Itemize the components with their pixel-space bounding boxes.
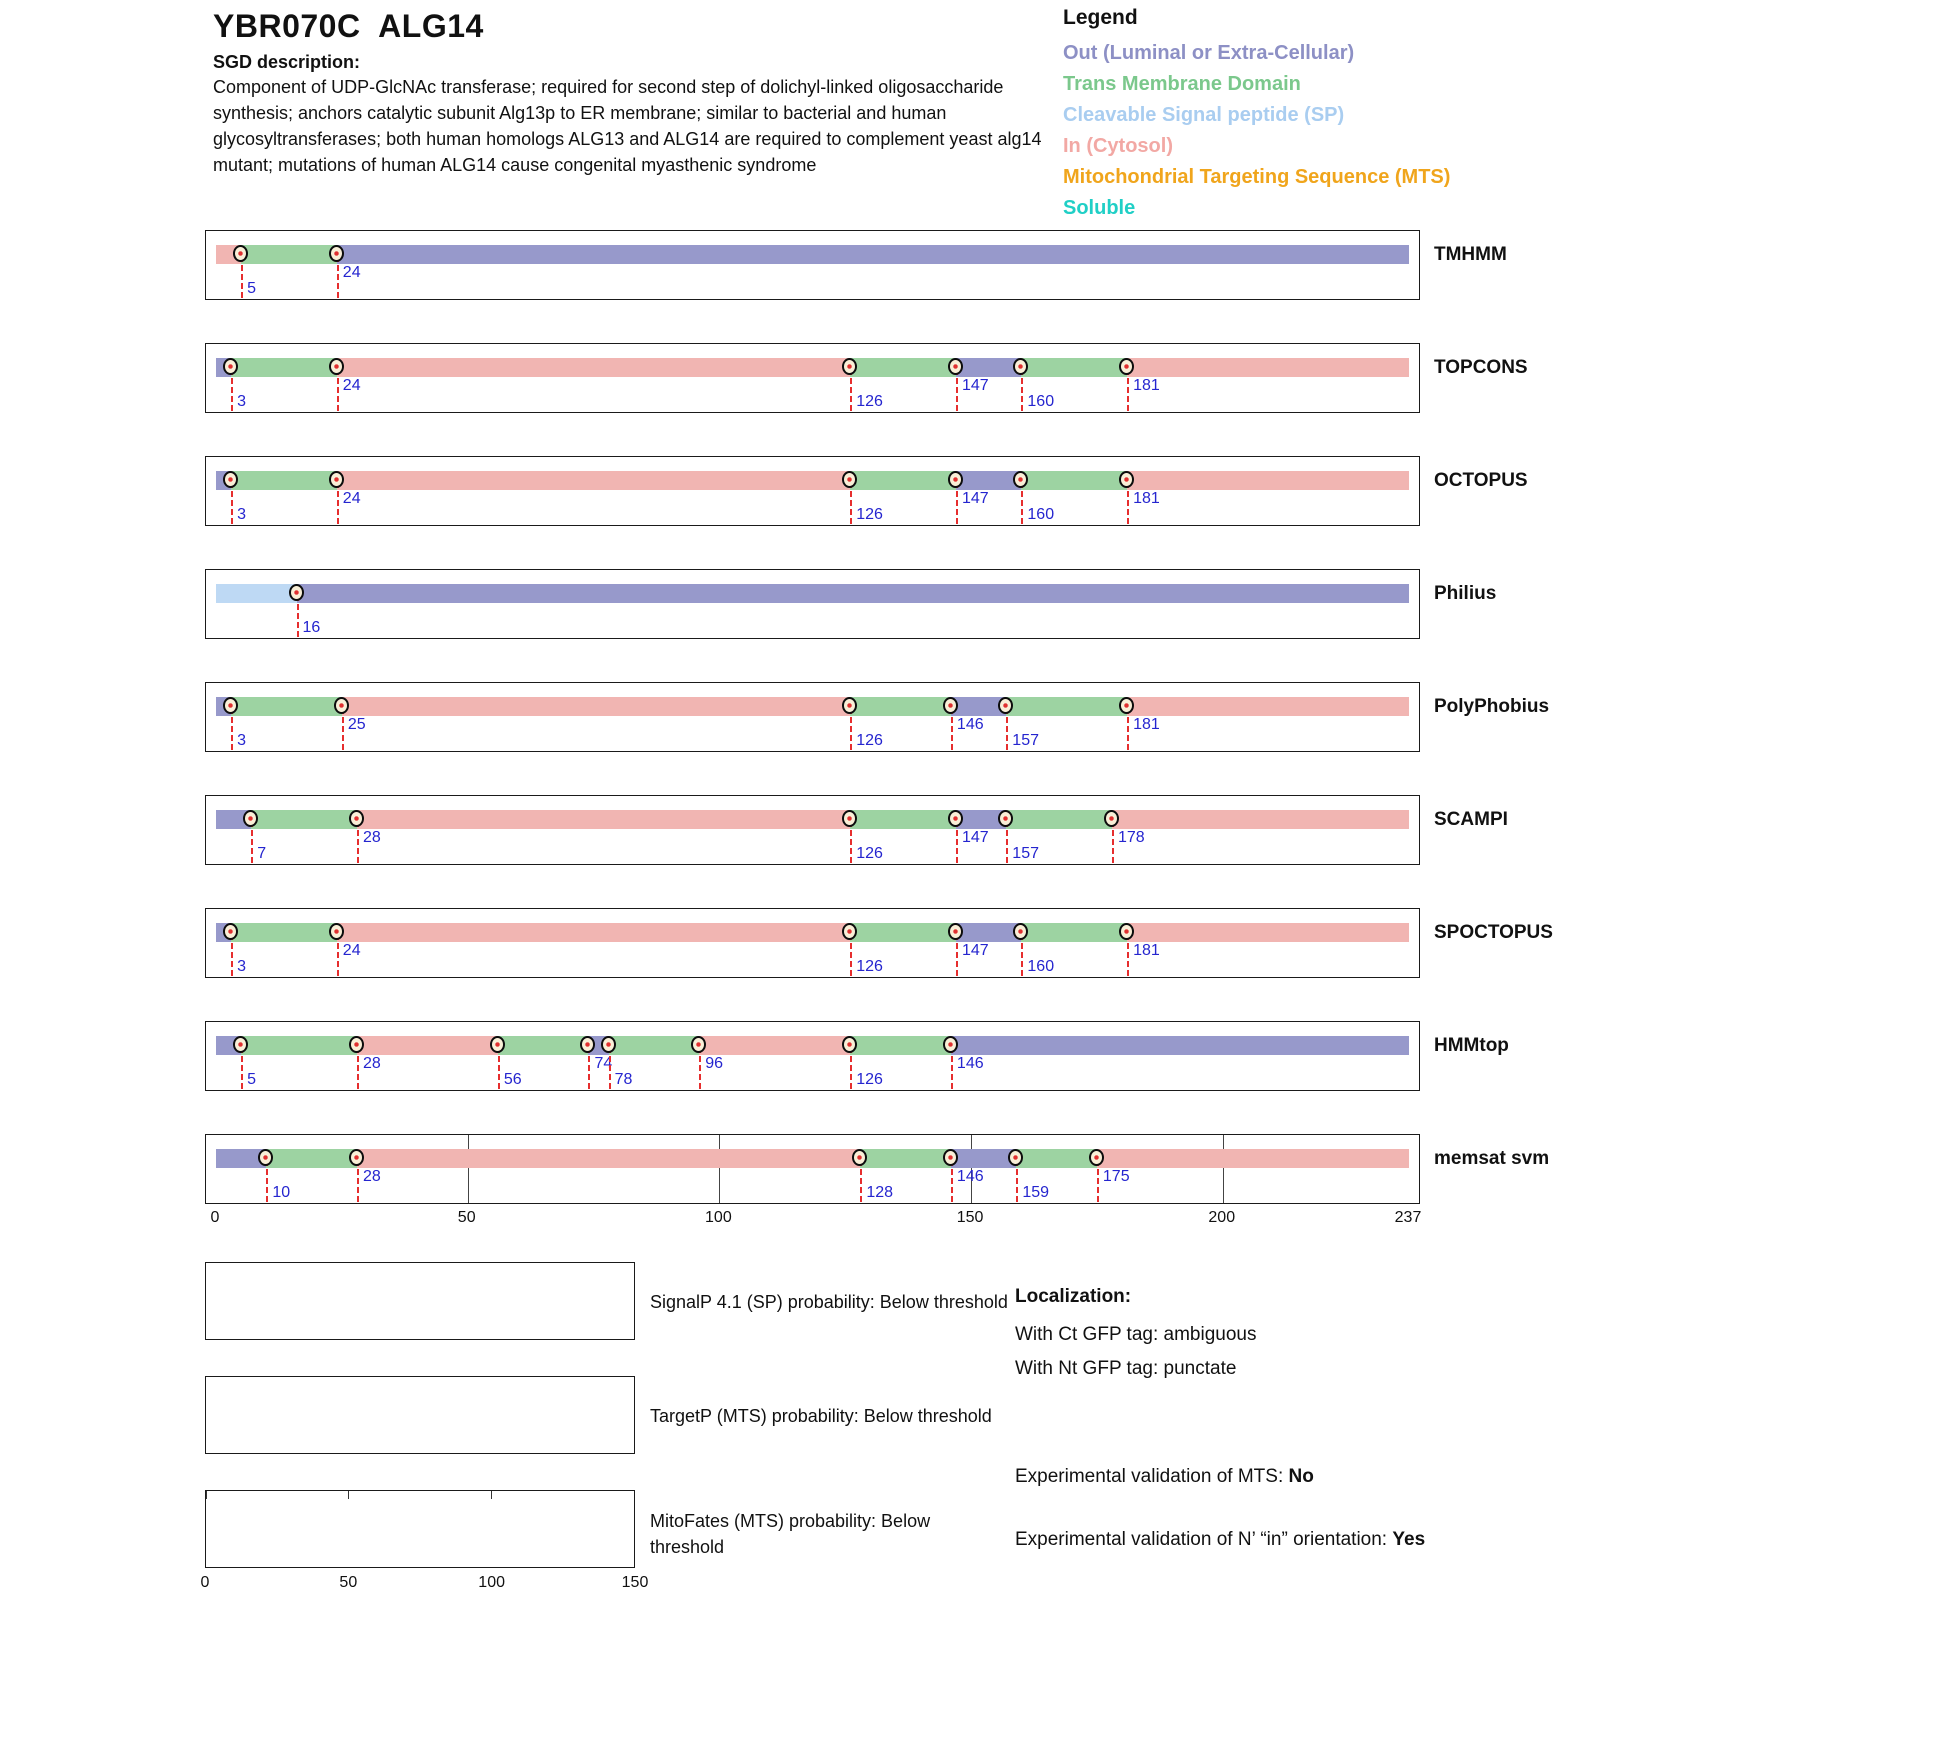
boundary-label: 7 (257, 845, 267, 862)
boundary-label: 3 (237, 506, 246, 523)
boundary-marker (943, 697, 958, 714)
track-polyphobius (205, 682, 1550, 752)
boundary-label: 28 (362, 1055, 381, 1072)
segment-tm (1021, 358, 1127, 377)
boundary-label: 96 (705, 1055, 724, 1072)
boundary-label: 28 (362, 829, 381, 846)
segment-in (357, 1149, 860, 1168)
boundary-line (266, 1160, 268, 1202)
legend-item-in: In (Cytosol) (1063, 135, 1173, 157)
boundary-marker (1089, 1149, 1104, 1166)
boundary-line (699, 1047, 701, 1089)
segment-in (1127, 358, 1409, 377)
legend-item-soluble: Soluble (1063, 197, 1136, 219)
page-title: YBR070C ALG14 (213, 8, 484, 44)
boundary-line (1016, 1160, 1018, 1202)
boundary-marker (1104, 810, 1119, 827)
legend-items (1063, 38, 1450, 224)
boundary-label: 126 (856, 506, 883, 523)
boundary-line (951, 708, 953, 750)
track-label: Philius (1434, 583, 1497, 604)
boundary-line (241, 1047, 243, 1089)
boundary-line (1021, 369, 1023, 411)
segment-tm (266, 1149, 357, 1168)
segment-tm (850, 471, 956, 490)
track-topcons (205, 343, 1528, 413)
boundary-line (956, 934, 958, 976)
track-label: SPOCTOPUS (1434, 922, 1553, 943)
boundary-label: 126 (856, 1071, 883, 1088)
boundary-label: 159 (1022, 1184, 1050, 1201)
segment-in (1127, 471, 1409, 490)
axis-gridline (1223, 1135, 1224, 1203)
boundary-label: 160 (1027, 958, 1055, 975)
segment-tm (1006, 697, 1127, 716)
segment-in (1112, 810, 1409, 829)
legend-item-out: Out (Luminal or Extra-Cellular) (1063, 42, 1355, 64)
boundary-line (860, 1160, 862, 1202)
boundary-marker (223, 358, 238, 375)
boundary-label: 3 (237, 393, 246, 410)
segment-in (337, 923, 850, 942)
boundary-label: 160 (1027, 506, 1055, 523)
boundary-line (1127, 708, 1129, 750)
boundary-marker (329, 245, 344, 262)
axis-tick-label: 0 (210, 1209, 220, 1226)
segment-out (951, 1036, 1409, 1055)
boundary-marker (329, 471, 344, 488)
segment-tm (231, 471, 337, 490)
orientation-validation-line (1015, 1529, 1425, 1551)
boundary-label: 128 (866, 1184, 894, 1201)
boundary-marker (334, 697, 349, 714)
boundary-label: 126 (856, 732, 883, 749)
axis-tick-label: 0 (200, 1574, 210, 1591)
boundary-marker (223, 471, 238, 488)
boundary-line (1127, 934, 1129, 976)
segment-in (337, 471, 850, 490)
boundary-label: 146 (956, 1168, 984, 1185)
segment-tm (251, 810, 357, 829)
boundary-line (1006, 821, 1008, 863)
boundary-label: 24 (342, 942, 361, 959)
segment-tm (850, 697, 951, 716)
boundary-line (850, 821, 852, 863)
boundary-label: 157 (1012, 845, 1039, 862)
boundary-marker (948, 358, 963, 375)
segment-out (951, 1149, 1016, 1168)
track-label: TOPCONS (1434, 357, 1528, 378)
boundary-line (231, 482, 233, 524)
segment-in (1127, 697, 1409, 716)
localization-title: Localization: (1015, 1286, 1132, 1307)
track-label: OCTOPUS (1434, 470, 1528, 491)
boundary-line (951, 1160, 953, 1202)
axis-tick-label: 50 (457, 1209, 476, 1226)
boundary-line (850, 369, 852, 411)
boundary-label: 3 (237, 958, 246, 975)
boundary-line (1127, 369, 1129, 411)
probability-plot-box (205, 1490, 635, 1568)
axis-tick-label: 150 (621, 1574, 649, 1591)
segment-out (956, 358, 1021, 377)
boundary-label: 24 (342, 264, 361, 281)
boundary-label: 10 (272, 1184, 291, 1201)
boundary-marker (1119, 358, 1134, 375)
boundary-label: 126 (856, 393, 883, 410)
boundary-line (1127, 482, 1129, 524)
track-spoctopus (205, 908, 1553, 978)
legend-item-tm: Trans Membrane Domain (1063, 73, 1301, 95)
segment-tm (1021, 923, 1127, 942)
boundary-label: 147 (961, 942, 989, 959)
probability-plot-box (205, 1262, 635, 1340)
boundary-line (231, 934, 233, 976)
segment-tm (1006, 810, 1112, 829)
boundary-marker (223, 923, 238, 940)
segment-tm (231, 697, 342, 716)
legend-item-sp: Cleavable Signal peptide (SP) (1063, 104, 1345, 126)
boundary-marker (349, 1036, 364, 1053)
track-memsat-svm (205, 1134, 1550, 1204)
boundary-label: 28 (362, 1168, 381, 1185)
segment-sp (216, 584, 297, 603)
segment-in (357, 1036, 498, 1055)
segment-tm (850, 923, 956, 942)
segment-in (337, 358, 850, 377)
segment-tm (850, 358, 956, 377)
probability-plot-box (205, 1376, 635, 1454)
segment-in (1097, 1149, 1409, 1168)
probability-plot-label: MitoFates (MTS) probability: Below threshold (650, 1511, 931, 1557)
boundary-line (1112, 821, 1114, 863)
boundary-line (850, 708, 852, 750)
boundary-line (337, 369, 339, 411)
boundary-line (956, 821, 958, 863)
axis-tick (491, 1491, 492, 1499)
probability-plot-label: TargetP (MTS) probability: Below threshold (650, 1406, 992, 1426)
boundary-line (1006, 708, 1008, 750)
boundary-label: 56 (503, 1071, 522, 1088)
boundary-label: 24 (342, 490, 361, 507)
axis-tick-label: 50 (339, 1574, 358, 1591)
boundary-label: 5 (247, 280, 257, 297)
boundary-label: 78 (614, 1071, 633, 1088)
boundary-line (956, 369, 958, 411)
boundary-marker (948, 923, 963, 940)
boundary-line (1021, 482, 1023, 524)
axis-tick-label: 200 (1208, 1209, 1236, 1226)
mts-validation-prefix: Experimental validation of MTS: (1015, 1466, 1289, 1487)
track-octopus (205, 456, 1528, 526)
boundary-line (342, 708, 344, 750)
axis-tick-label: 150 (956, 1209, 984, 1226)
axis-tick (348, 1491, 349, 1499)
segment-tm (498, 1036, 589, 1055)
boundary-label: 181 (1133, 490, 1160, 507)
segment-out (297, 584, 1409, 603)
probability-plot-label: SignalP 4.1 (SP) probability: Below threshold (650, 1292, 1008, 1312)
boundary-label: 147 (961, 490, 989, 507)
boundary-label: 3 (237, 732, 246, 749)
boundary-line (1097, 1160, 1099, 1202)
boundary-label: 147 (961, 377, 989, 394)
segment-in (699, 1036, 850, 1055)
boundary-line (850, 934, 852, 976)
segment-tm (860, 1149, 951, 1168)
boundary-label: 25 (347, 716, 366, 733)
boundary-label: 178 (1118, 829, 1145, 846)
boundary-marker (349, 810, 364, 827)
boundary-label: 175 (1102, 1168, 1130, 1185)
boundary-marker (1119, 923, 1134, 940)
legend (1063, 6, 1450, 224)
boundary-line (357, 1047, 359, 1089)
boundary-label: 181 (1133, 716, 1160, 733)
boundary-label: 146 (956, 1055, 984, 1072)
nt-gfp-tag-line: With Nt GFP tag: punctate (1015, 1358, 1237, 1379)
boundary-line (337, 256, 339, 298)
segment-tm (231, 923, 337, 942)
track-scampi (205, 795, 1508, 865)
boundary-label: 181 (1133, 377, 1160, 394)
segment-tm (1016, 1149, 1097, 1168)
sgd-description-text: Component of UDP-GlcNAc transferase; required for second step of dolichyl-linked oligosaccharide synthesis; anchors catalytic subunit Alg13p to ER membrane; similar to bacterial and human glycosyltransferases; both human homologs ALG13 and ALG14 are required to complement yeast alg14 mutant; mutations of human ALG14 cause congenital myasthenic syndrome (213, 77, 1042, 175)
legend-title: Legend (1063, 6, 1138, 29)
orientation-validation-prefix: Experimental validation of N’ “in” orientation: (1015, 1529, 1393, 1550)
boundary-label: 74 (594, 1055, 613, 1072)
axis-tick-label: 100 (705, 1209, 732, 1226)
boundary-label: 157 (1012, 732, 1039, 749)
boundary-line (609, 1047, 611, 1089)
boundary-line (357, 1160, 359, 1202)
boundary-marker (1119, 471, 1134, 488)
segment-tm (231, 358, 337, 377)
boundary-line (297, 595, 299, 637)
boundary-label: 5 (247, 1071, 257, 1088)
track-tmhmm (205, 230, 1507, 300)
segment-tm (241, 1036, 357, 1055)
boundary-marker (943, 1149, 958, 1166)
segment-out (337, 245, 1409, 264)
boundary-line (956, 482, 958, 524)
track-hmmtop (205, 1021, 1509, 1091)
boundary-marker (490, 1036, 505, 1053)
boundary-line (251, 821, 253, 863)
boundary-marker (329, 923, 344, 940)
boundary-marker (948, 471, 963, 488)
axis-tick-label: 237 (1394, 1209, 1422, 1226)
axis-tick-label: 100 (478, 1574, 506, 1591)
mts-validation-value: No (1288, 1466, 1314, 1487)
segment-tm (850, 810, 956, 829)
boundary-label: 16 (302, 619, 321, 636)
boundary-label: 181 (1133, 942, 1160, 959)
segment-in (357, 810, 850, 829)
track-label: memsat svm (1434, 1148, 1550, 1169)
axis-gridline (719, 1135, 720, 1203)
legend-item-mts: Mitochondrial Targeting Sequence (MTS) (1063, 166, 1451, 188)
boundary-line (241, 256, 243, 298)
boundary-marker (289, 584, 304, 601)
track-label: SCAMPI (1434, 809, 1508, 830)
segment-tm (850, 1036, 951, 1055)
boundary-marker (223, 697, 238, 714)
segment-out (956, 923, 1021, 942)
boundary-marker (948, 810, 963, 827)
boundary-line (231, 708, 233, 750)
boundary-label: 146 (956, 716, 984, 733)
boundary-label: 24 (342, 377, 361, 394)
track-label: PolyPhobius (1434, 696, 1550, 717)
axis-gridline (468, 1135, 469, 1203)
boundary-label: 126 (856, 845, 883, 862)
segment-in (1127, 923, 1409, 942)
boundary-line (357, 821, 359, 863)
boundary-label: 147 (961, 829, 989, 846)
boundary-line (850, 1047, 852, 1089)
boundary-label: 126 (856, 958, 883, 975)
track-philius (205, 569, 1497, 639)
ct-gfp-tag-line: With Ct GFP tag: ambiguous (1015, 1324, 1257, 1345)
boundary-line (337, 934, 339, 976)
boundary-marker (601, 1036, 616, 1053)
boundary-line (850, 482, 852, 524)
boundary-label: 160 (1027, 393, 1055, 410)
boundary-line (1021, 934, 1023, 976)
boundary-marker (1119, 697, 1134, 714)
boundary-line (951, 1047, 953, 1089)
segment-tm (241, 245, 337, 264)
boundary-line (498, 1047, 500, 1089)
track-label: TMHMM (1434, 244, 1507, 265)
boundary-marker (943, 1036, 958, 1053)
segment-out (956, 471, 1021, 490)
boundary-line (337, 482, 339, 524)
boundary-line (588, 1047, 590, 1089)
orientation-validation-value: Yes (1392, 1529, 1426, 1550)
track-label: HMMtop (1434, 1035, 1509, 1056)
boundary-line (231, 369, 233, 411)
boundary-marker (349, 1149, 364, 1166)
boundary-marker (329, 358, 344, 375)
sgd-description-label: SGD description: (213, 52, 361, 72)
mts-validation-line (1015, 1466, 1314, 1488)
segment-tm (1021, 471, 1127, 490)
segment-tm (609, 1036, 700, 1055)
segment-in (342, 697, 850, 716)
axis-tick (206, 1491, 207, 1499)
